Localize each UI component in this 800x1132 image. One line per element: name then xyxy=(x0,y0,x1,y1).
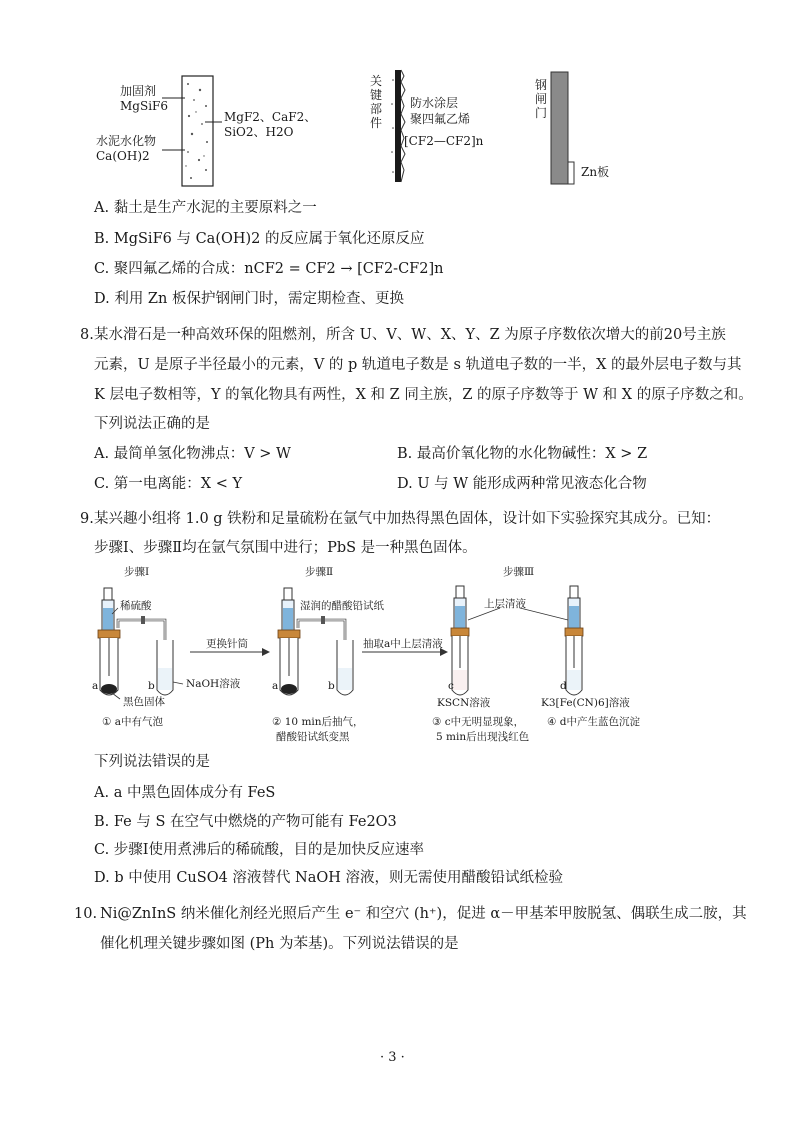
q9-stem-line2: 步骤Ⅰ、步骤Ⅱ均在氩气氛围中进行；PbS 是一种黑色固体。 xyxy=(94,540,477,556)
step2-label: 步骤Ⅱ xyxy=(305,566,334,578)
cement-formula: Ca(OH)2 xyxy=(96,149,150,163)
arrow1-label: 更换针筒 xyxy=(206,638,248,650)
q10-number: 10. xyxy=(74,906,98,922)
q9-option-d: D. b 中使用 CuSO4 溶液替代 NaOH 溶液，则无需使用醋酸铅试纸检验 xyxy=(94,870,563,886)
observation-2b: 醋酸铅试纸变黑 xyxy=(276,731,350,743)
zn-label: Zn板 xyxy=(581,165,610,179)
q9-option-c: C. 步骤Ⅰ使用煮沸后的稀硫酸，目的是加快反应速率 xyxy=(94,842,425,858)
q8-option-b: B. 最高价氧化物的水化物碱性：X > Z xyxy=(397,446,648,462)
ptfe-label: 聚四氟乙烯 xyxy=(410,112,471,126)
tube-a-label: a xyxy=(92,680,99,692)
q7-option-c: C. 聚四氟乙烯的合成：nCF2 = CF2 → [CF2-CF2]n xyxy=(94,261,444,277)
kscn-label: KSCN溶液 xyxy=(437,697,491,709)
tube-b2-label: b xyxy=(328,680,335,692)
q7-option-b: B. MgSiF6 与 Ca(OH)2 的反应属于氧化还原反应 xyxy=(94,231,425,247)
q8-stem-line1: 某水滑石是一种高效环保的阻燃剂，所含 U、V、W、X、Y、Z 为原子序数依次增大的前20号主族 xyxy=(94,327,726,343)
observation-3a: ③ c中无明显现象， xyxy=(432,716,525,728)
tube-a2-label: a xyxy=(272,680,279,692)
q8-option-d: D. U 与 W 能形成两种常见液态化合物 xyxy=(397,476,647,492)
products-line1: MgF2、CaF2、 xyxy=(224,110,317,124)
q8-stem-line3: K 层电子数相等，Y 的氧化物具有两性，X 和 Z 同主族，Z 的原子序数等于 W 和 X 的原子序数之和。 xyxy=(94,387,753,403)
tube-c-label: c xyxy=(448,680,454,692)
q9-option-a: A. a 中黑色固体成分有 FeS xyxy=(94,785,276,801)
q10-stem-line2: 催化机理关键步骤如图 (Ph 为苯基)。下列说法错误的是 xyxy=(100,936,459,952)
q7-option-a: A. 黏土是生产水泥的主要原料之一 xyxy=(94,200,317,216)
q7-option-d: D. 利用 Zn 板保护钢闸门时，需定期检查、更换 xyxy=(94,291,404,307)
cement-label: 水泥水化物 xyxy=(96,134,157,148)
q9-option-b: B. Fe 与 S 在空气中燃烧的产物可能有 Fe2O3 xyxy=(94,814,397,830)
q8-stem-line2: 元素，U 是原子半径最小的元素，V 的 p 轨道电子数是 s 轨道电子数的一半，X 的最外层电子数与其 xyxy=(94,357,742,373)
observation-1: ① a中有气泡 xyxy=(102,716,164,728)
arrow2-label: 抽取a中上层清液 xyxy=(363,638,443,650)
q8-question: 下列说法正确的是 xyxy=(94,416,210,432)
step3-label: 步骤Ⅲ xyxy=(503,566,535,578)
coating-label: 防水涂层 xyxy=(410,96,459,110)
tube-d-label: d xyxy=(560,680,567,692)
black-solid-label: 黑色固体 xyxy=(123,696,165,708)
additive-label: 加固剂 xyxy=(120,84,157,98)
observation-3b: 5 min后出现浅红色 xyxy=(436,731,530,743)
step1-label: 步骤Ⅰ xyxy=(124,566,150,578)
observation-4: ④ d中产生蓝色沉淀 xyxy=(547,716,640,728)
supernatant-label: 上层清液 xyxy=(484,598,526,610)
naoh-label: NaOH溶液 xyxy=(186,678,241,690)
k3fe-label: K3[Fe(CN)6]溶液 xyxy=(541,697,630,709)
gate-label: 钢闸门 xyxy=(535,78,548,120)
q9-number: 9. xyxy=(80,511,94,527)
q8-number: 8. xyxy=(80,327,94,343)
q8-option-c: C. 第一电离能：X < Y xyxy=(94,476,243,492)
step3-apparatus-c xyxy=(451,586,469,695)
products-line2: SiO2、H2O xyxy=(224,125,294,139)
q9-stem-line1: 某兴趣小组将 1.0 g 铁粉和足量硫粉在氩气中加热得黑色固体，设计如下实验探究其成分。已知： xyxy=(94,511,721,527)
key-part-label: 关键部件 xyxy=(370,74,383,130)
q9-question: 下列说法错误的是 xyxy=(94,754,210,770)
dilute-acid-label: 稀硫酸 xyxy=(120,600,152,612)
step3-apparatus-d xyxy=(565,586,583,695)
lead-paper-label: 湿润的醋酸铅试纸 xyxy=(300,600,384,612)
additive-formula: MgSiF6 xyxy=(120,99,168,113)
observation-2a: ② 10 min后抽气， xyxy=(272,716,364,728)
page-number: · 3 · xyxy=(380,1050,405,1065)
q8-option-a: A. 最简单氢化物沸点：V > W xyxy=(94,446,291,462)
ptfe-formula: [CF2—CF2]n xyxy=(404,134,484,148)
q10-stem-line1: Ni@ZnInS 纳米催化剂经光照后产生 e⁻ 和空穴 (h⁺)，促进 α－甲基苯甲胺脱氢、偶联生成二胺，其 xyxy=(100,906,747,922)
tube-b-label: b xyxy=(148,680,155,692)
